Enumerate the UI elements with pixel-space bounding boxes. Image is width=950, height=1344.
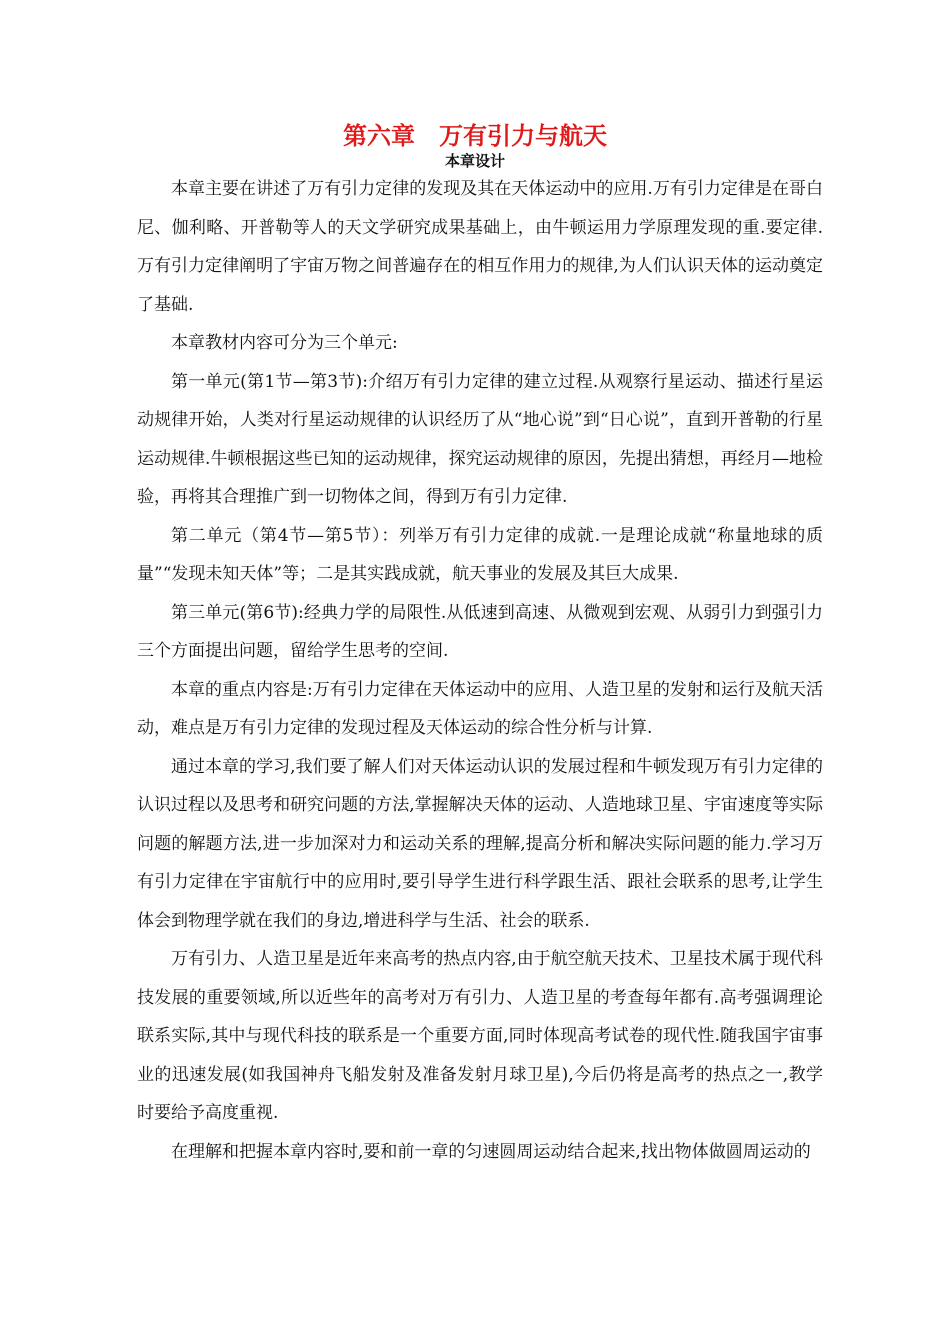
- paragraph-unit-two: 第二单元（第4节—第5节）：列举万有引力定律的成就.一是理论成就“称量地球的质量”“发现未知天体”等；二是其实践成就，航天事业的发展及其巨大成果.: [137, 525, 823, 584]
- chapter-subtitle: 本章设计: [444, 152, 505, 170]
- paragraph-intro: 本章主要在讲述了万有引力定律的发现及其在天体运动中的应用.万有引力定律是在哥白尼、伽利略、开普勒等人的天文学研究成果基础上，由牛顿运用力学原理发现的重.要定律.万有引力定律阐明了宇宙万物之间普遍存在的相互作用力的规律,为人们认识天体的运动奠定了基础.: [137, 179, 823, 315]
- paragraph-connection: 在理解和把握本章内容时,要和前一章的匀速圆周运动结合起来,找出物体做圆周运动的: [171, 1141, 811, 1162]
- paragraph-unit-one: 第一单元(第1节—第3节):介绍万有引力定律的建立过程.从观察行星运动、描述行星运动规律开始，人类对行星运动规律的认识经历了从“地心说”到“日心说”，直到开普勒的行星运动规律.牛顿根据这些已知的运动规律，探究运动规律的原因，先提出猜想，再经月—地检验，再将其合理推广到一切物体之间，得到万有引力定律.: [137, 371, 823, 507]
- body-text: [137, 170, 823, 1171]
- paragraph-key-points: 本章的重点内容是:万有引力定律在天体运动中的应用、人造卫星的发射和运行及航天活动，难点是万有引力定律的发现过程及天体运动的综合性分析与计算.: [137, 679, 823, 738]
- paragraph-units-overview: 本章教材内容可分为三个单元:: [171, 333, 398, 353]
- chapter-title: 第六章 万有引力与航天: [343, 122, 607, 150]
- paragraph-unit-three: 第三单元(第6节):经典力学的局限性.从低速到高速、从微观到宏观、从弱引力到强引力三个方面提出问题，留给学生思考的空间.: [137, 602, 823, 661]
- paragraph-learning-goals: 通过本章的学习,我们要了解人们对天体运动认识的发展过程和牛顿发现万有引力定律的认识过程以及思考和研究问题的方法,掌握解决天体的运动、人造地球卫星、宇宙速度等实际问题的解题方法,进一步加深对力和运动关系的理解,提高分析和解决实际问题的能力.学习万有引力定律在宇宙航行中的应用时,要引导学生进行科学跟生活、跟社会联系的思考,让学生体会到物理学就在我们的身边,增进科学与生活、社会的联系.: [137, 756, 823, 931]
- paragraph-exam-hotspot: 万有引力、人造卫星是近年来高考的热点内容,由于航空航天技术、卫星技术属于现代科技发展的重要领域,所以近些年的高考对万有引力、人造卫星的考查每年都有.高考强调理论联系实际,其中与现代科技的联系是一个重要方面,同时体现高考试卷的现代性.随我国宇宙事业的迅速发展(如我国神舟飞船发射及准备发射月球卫星),今后仍将是高考的热点之一,教学时要给予高度重视.: [137, 949, 823, 1123]
